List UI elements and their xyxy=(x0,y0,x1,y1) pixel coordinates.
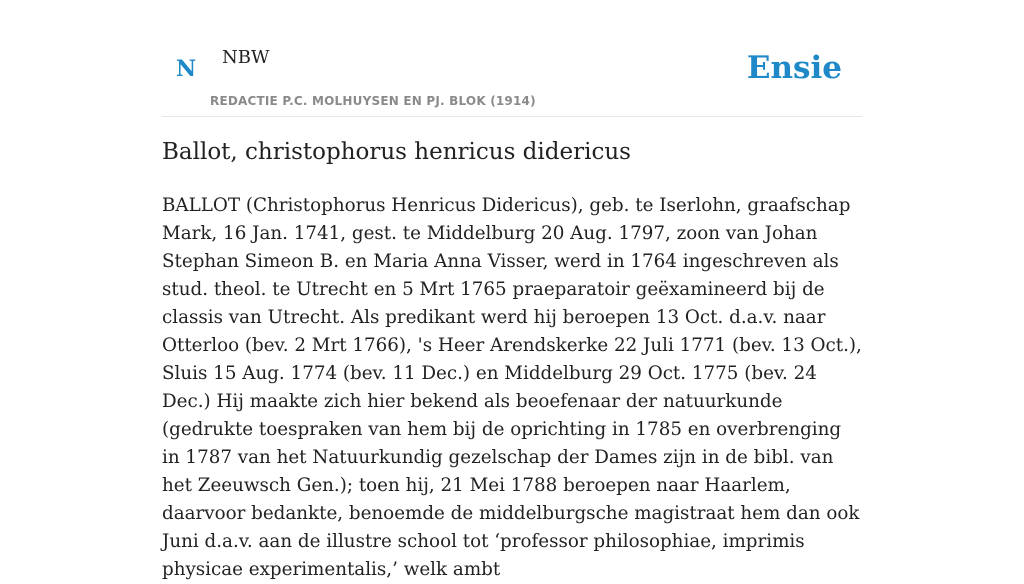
article-body: BALLOT (Christophorus Henricus Didericus), geb. te Iserlohn, graafschap Mark, 16 Jan. 1741, gest. te Middelburg 20 Aug. 1797, zoon van Johan Stephan Simeon B. en Maria Anna Visser, werd in 1764 ingeschreven als stud. theol. te Utrecht en 5 Mrt 1765 praeparatoir geëxamineerd bij de classis van Utrecht. Als predikant werd hij beroepen 13 Oct. d.a.v. naar Otterloo (bev. 2 Mrt 1766), 's Heer Arendskerke 22 Juli 1771 (bev. 13 Oct.), Sluis 15 Aug. 1774 (bev. 11 Dec.) en Middelburg 29 Oct. 1775 (bev. 24 Dec.) Hij maakte zich hier bekend als beoefenaar der natuurkunde (gedrukte toespraken van hem bij de oprichting in 1785 en overbrenging in 1787 van het Natuurkundig gezelschap der Dames zijn in de bibl. van het Zeeuwsch Gen.); toen hij, 21 Mei 1788 beroepen naar Haarlem, daarvoor bedankte, benoemde de middelburgsche magistraat hem dan ook Juni d.a.v. aan de illustre school tot ‘professor philosophiae, imprimis physicae experimentalis,’ welk ambt xyxy=(162,195,862,580)
brand-logo-link[interactable]: Ensie xyxy=(746,50,842,86)
page xyxy=(162,0,862,580)
source-logo-icon[interactable]: N xyxy=(176,56,197,82)
article-title: Ballot, christophorus henricus didericus xyxy=(162,139,631,165)
source-subtitle: REDACTIE P.C. MOLHUYSEN EN PJ. BLOK (1914) xyxy=(210,94,536,108)
source-name-link[interactable]: NBW xyxy=(222,47,270,68)
header xyxy=(162,0,862,117)
